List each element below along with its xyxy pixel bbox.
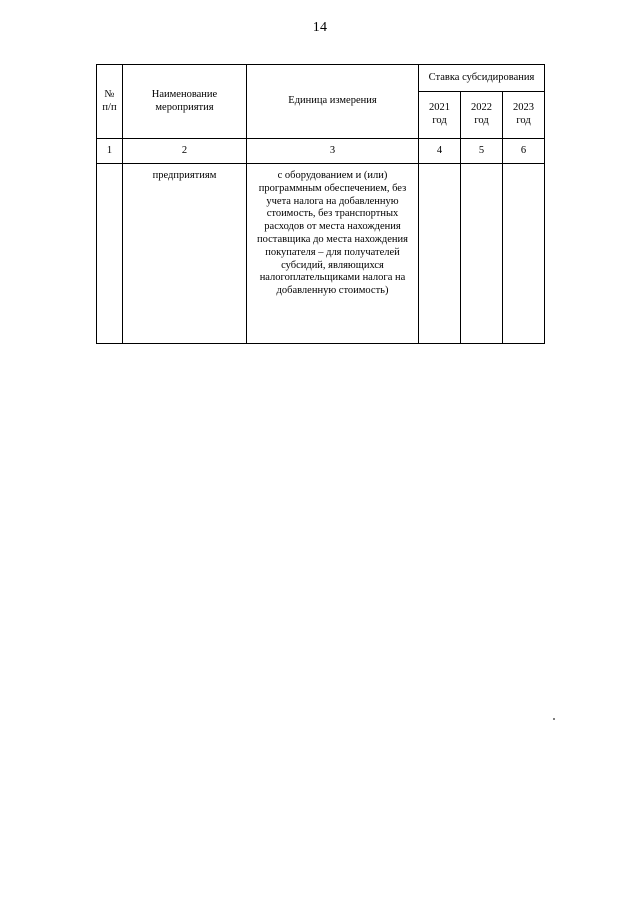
column-index-3: 3 (247, 139, 419, 164)
header-year-2023-line2: год (516, 115, 531, 126)
row-number (97, 164, 123, 344)
column-index-6: 6 (503, 139, 545, 164)
header-year-2021-line2: год (432, 115, 447, 126)
header-cell-year-2023 (503, 92, 545, 139)
row-rate-2021 (419, 164, 461, 344)
header-cell-name (123, 65, 247, 139)
table-header-row (97, 65, 545, 92)
header-year-2023-line1: 2023 (513, 102, 535, 114)
header-number-line1: № (104, 88, 115, 100)
column-index-1: 1 (97, 139, 123, 164)
header-year-2022-line1: 2022 (471, 102, 492, 114)
header-year-2021-line1: 2021 (429, 102, 450, 114)
header-cell-year-2021 (419, 92, 461, 139)
header-name-line2: мероприятия (155, 101, 214, 113)
table-row (97, 164, 545, 344)
column-index-2: 2 (123, 139, 247, 164)
row-unit-of-measure: с оборудованием и (или) программным обеспечением, без учета налога на добавленную стоимость, без транспортных расходов от места нахождения поставщика до места нахождения покупателя – для получателей субсидий, являющихся налогоплательщиками налога на добавленную стоимость) (247, 164, 419, 344)
row-rate-2023 (503, 164, 545, 344)
column-index-5: 5 (461, 139, 503, 164)
table-column-index-row (97, 139, 545, 164)
subsidy-rate-table (96, 64, 545, 344)
scan-artifact-dot (553, 718, 555, 720)
header-name-line1: Наименование (151, 88, 218, 100)
row-rate-2022 (461, 164, 503, 344)
header-cell-rate-group: Ставка субсидирования (419, 65, 545, 92)
page-number: 14 (312, 20, 328, 35)
header-number-line2: п/п (102, 101, 117, 113)
row-measure-name: предприятиям (123, 164, 247, 344)
header-year-2022-line2: год (474, 115, 489, 126)
column-index-4: 4 (419, 139, 461, 164)
header-cell-year-2022 (461, 92, 503, 139)
header-cell-number (97, 65, 123, 139)
header-cell-unit: Единица измерения (247, 65, 419, 139)
